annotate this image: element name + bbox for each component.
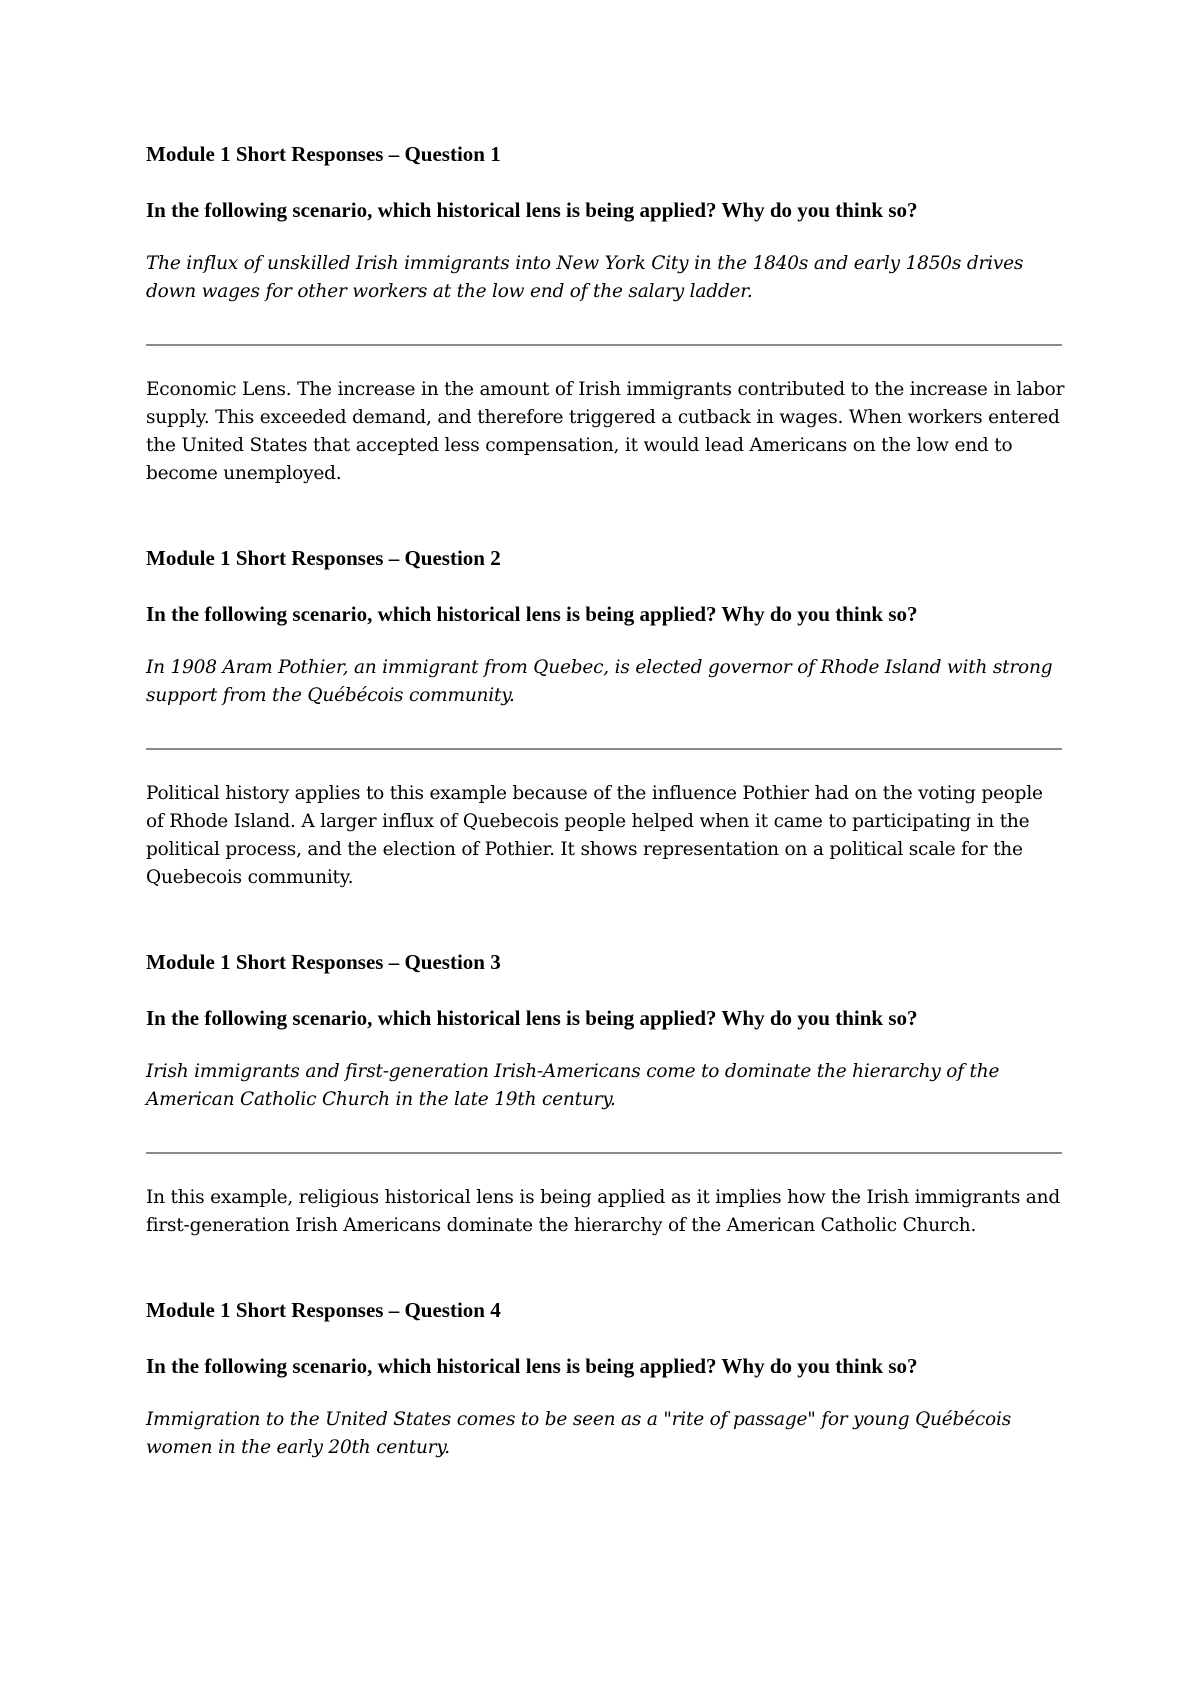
- spacer: [146, 1240, 1066, 1296]
- question-3-prompt: In the following scenario, which historical lens is being applied? Why do you think so?: [146, 1006, 918, 1030]
- question-4-section: [146, 1296, 1066, 1462]
- question-4-title: Module 1 Short Responses – Question 4: [146, 1298, 501, 1322]
- question-1-prompt: In the following scenario, which historical lens is being applied? Why do you think so?: [146, 198, 918, 222]
- question-2-scenario: In 1908 Aram Pothier, an immigrant from Quebec, is elected governor of Rhode Island with strong support from the Québécois community.: [146, 657, 1053, 706]
- question-4-prompt: In the following scenario, which historical lens is being applied? Why do you think so?: [146, 1354, 918, 1378]
- question-1-scenario: The influx of unskilled Irish immigrants into New York City in the 1840s and early 1850s drives down wages for other workers at the low end of the salary ladder.: [146, 253, 1024, 302]
- question-1-section: [146, 140, 1066, 544]
- spacer: [146, 892, 1066, 948]
- question-2-answer: Political history applies to this example because of the influence Pothier had on the voting people of Rhode Island. A larger influx of Quebecois people helped when it came to participating in the political process, and the election of Pothier. It shows representation on a political scale for the Quebecois community.: [146, 783, 1043, 888]
- question-1-title: Module 1 Short Responses – Question 1: [146, 142, 501, 166]
- question-1-divider: [146, 344, 1062, 346]
- question-3-section: [146, 948, 1066, 1296]
- document-page: [146, 140, 1066, 1462]
- question-1-answer: Economic Lens. The increase in the amount of Irish immigrants contributed to the increase in labor supply. This exceeded demand, and therefore triggered a cutback in wages. When workers entered the United States that accepted less compensation, it would lead Americans on the low end to become unemployed.: [146, 379, 1065, 484]
- question-2-title: Module 1 Short Responses – Question 2: [146, 546, 501, 570]
- question-4-scenario: Immigration to the United States comes to be seen as a "rite of passage" for young Québécois women in the early 20th century.: [146, 1409, 1012, 1458]
- spacer: [146, 488, 1066, 544]
- question-3-answer: In this example, religious historical lens is being applied as it implies how the Irish immigrants and first-generation Irish Americans dominate the hierarchy of the American Catholic Church.: [146, 1187, 1060, 1236]
- question-3-title: Module 1 Short Responses – Question 3: [146, 950, 501, 974]
- question-3-divider: [146, 1152, 1062, 1154]
- question-2-prompt: In the following scenario, which historical lens is being applied? Why do you think so?: [146, 602, 918, 626]
- question-2-section: [146, 544, 1066, 948]
- question-2-divider: [146, 748, 1062, 750]
- question-3-scenario: Irish immigrants and first-generation Irish-Americans come to dominate the hierarchy of the American Catholic Church in the late 19th century.: [146, 1061, 1000, 1110]
